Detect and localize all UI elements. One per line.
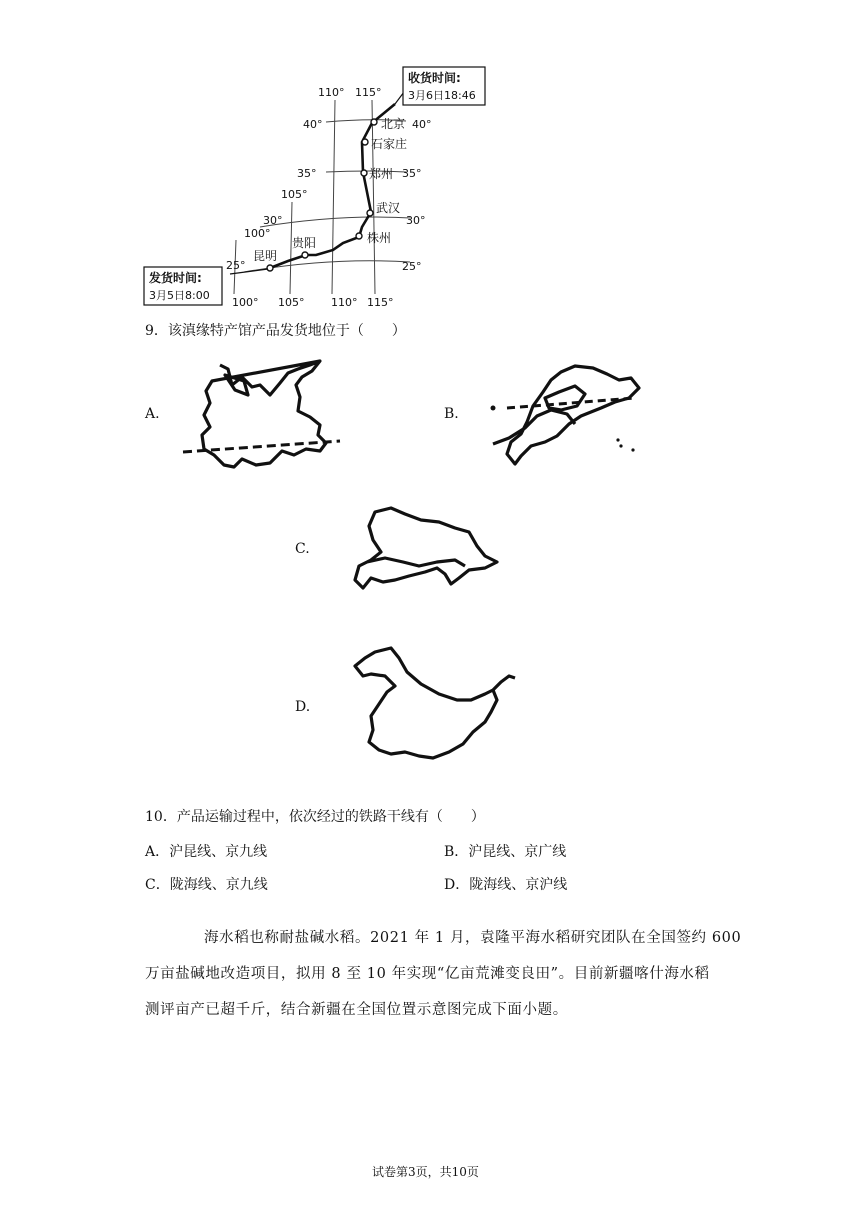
meridian-115 xyxy=(372,100,375,294)
lon-label-bottom-105: 105° xyxy=(278,296,305,309)
q9-option-b-outline[interactable] xyxy=(485,358,650,468)
q9-option-a-outline[interactable] xyxy=(180,355,345,480)
city-label-shijiazhuang: 石家庄 xyxy=(371,137,408,151)
city-label-wuhan: 武汉 xyxy=(376,201,401,215)
lon-label-top-110: 110° xyxy=(318,86,345,99)
city-label-zhengzhou: 郑州 xyxy=(369,167,394,181)
q10-option-b[interactable]: B．沪昆线、京广线 xyxy=(444,844,567,860)
city-dot-kunming xyxy=(267,265,273,271)
lat-label-right-35: 35° xyxy=(402,167,422,180)
lat-label-right-25: 25° xyxy=(402,260,422,273)
lat-label-right-40: 40° xyxy=(412,118,432,131)
lat-label-left-25: 25° xyxy=(226,259,246,272)
city-dot-shijiazhuang xyxy=(362,139,368,145)
lat-label-left-35: 35° xyxy=(297,167,317,180)
passage-line-2: 万亩盐碱地改造项目，拟用 8 至 10 年实现“亿亩荒滩变良田”。目前新疆喀什海水稻 xyxy=(145,966,710,982)
receive-time-label: 收货时间: xyxy=(408,71,461,85)
city-label-zhuzhou: 株州 xyxy=(367,231,392,245)
q9-option-d-label[interactable]: D. xyxy=(295,699,311,715)
passage-line-1: 海水稻也称耐盐碱水稻。2021 年 1 月，袁隆平海水稻研究团队在全国签约 600 xyxy=(204,930,742,946)
lon-label-bottom-110: 110° xyxy=(331,296,358,309)
city-label-guiyang: 贵阳 xyxy=(292,236,317,250)
railway-route-map xyxy=(140,62,490,312)
receive-time-value: 3月6日18:46 xyxy=(408,89,476,102)
page-footer: 试卷第3页，共10页 xyxy=(372,1165,479,1179)
send-time-label: 发货时间: xyxy=(149,271,202,285)
q9-option-d-outline[interactable] xyxy=(345,640,525,775)
lat-label-left-40: 40° xyxy=(303,118,323,131)
lon-label-bottom-115: 115° xyxy=(367,296,394,309)
parallel-30 xyxy=(260,217,410,227)
question-10-stem: 10．产品运输过程中，依次经过的铁路干线有（ ） xyxy=(145,809,485,825)
lat-label-left-30: 30° xyxy=(263,214,283,227)
city-dot-zhengzhou xyxy=(361,170,367,176)
q9-option-c-outline[interactable] xyxy=(345,500,505,600)
lon-label-top-115: 115° xyxy=(355,86,382,99)
city-label-beijing: 北京 xyxy=(381,117,406,131)
lon-label-bottom-100: 100° xyxy=(232,296,259,309)
question-9-stem: 9．该滇缘特产馆产品发货地位于（ ） xyxy=(145,323,406,339)
lat-label-right-30: 30° xyxy=(406,214,426,227)
q10-option-c[interactable]: C．陇海线、京九线 xyxy=(145,877,268,893)
q9-option-b-label[interactable]: B. xyxy=(444,406,459,422)
q9-option-c-label[interactable]: C. xyxy=(295,541,310,557)
passage-line-3: 测评亩产已超千斤，结合新疆在全国位置示意图完成下面小题。 xyxy=(145,1002,568,1018)
city-dot-wuhan xyxy=(367,210,373,216)
q10-option-a[interactable]: A．沪昆线、京九线 xyxy=(145,844,268,860)
lon-label-mid-105: 105° xyxy=(281,188,308,201)
lon-label-low-100: 100° xyxy=(244,227,271,240)
city-label-kunming: 昆明 xyxy=(253,249,278,263)
meridian-110 xyxy=(332,100,335,294)
city-dot-zhuzhou xyxy=(356,233,362,239)
city-dot-guiyang xyxy=(302,252,308,258)
q10-option-d[interactable]: D．陇海线、京沪线 xyxy=(444,877,568,893)
send-time-value: 3月5日8:00 xyxy=(149,289,210,302)
q9-option-a-label[interactable]: A. xyxy=(145,406,160,422)
city-dot-beijing xyxy=(371,119,377,125)
